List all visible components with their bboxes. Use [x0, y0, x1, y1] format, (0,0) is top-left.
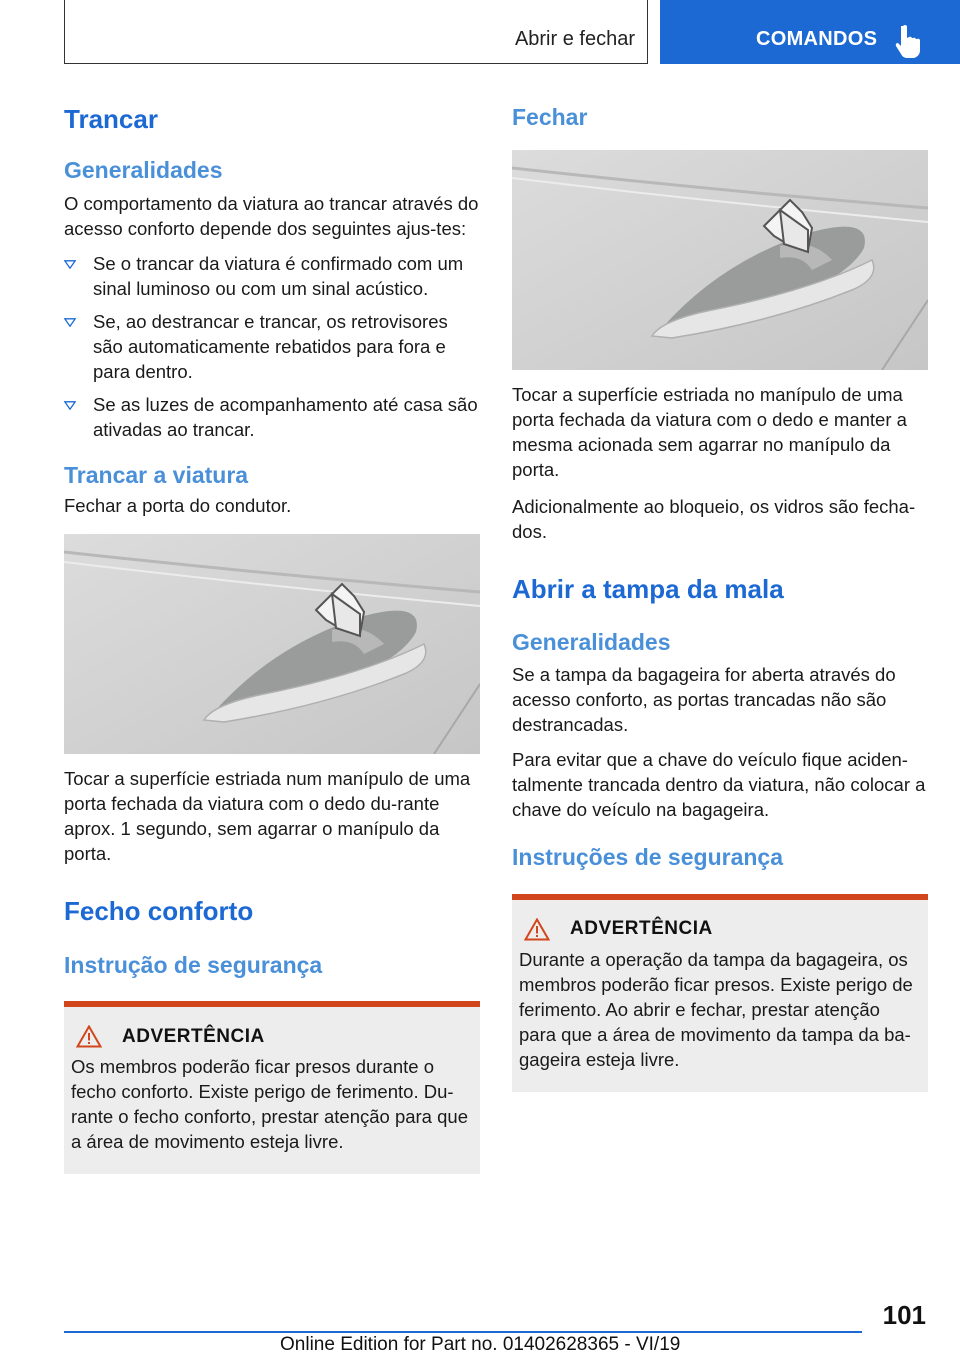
intro-paragraph: O comportamento da viatura ao trancar através do acesso conforto depende dos seguintes ajus-tes:	[64, 192, 479, 239]
triangle-bullet-icon	[64, 318, 76, 327]
heading-instrucoes-seguranca: Instruções de segurança	[512, 844, 783, 871]
close-driver-door-text: Fechar a porta do condutor.	[64, 495, 292, 517]
warning-box	[512, 894, 928, 1092]
heading-instrucao-seguranca: Instrução de segurança	[64, 951, 323, 978]
heading-fecho-conforto: Fecho conforto	[64, 896, 254, 927]
windows-close-text: Adicionalmente ao bloqueio, os vidros são fecha-dos.	[512, 495, 916, 542]
right-caption: Tocar a superfície estriada no manípulo de uma porta fechada da viatura com o dedo e manter a mesma acionada sem agarrar no manípulo da porta.	[512, 383, 907, 480]
list-item-text: Se as luzes de acompanhamento até casa são ativadas ao trancar.	[93, 393, 478, 440]
door-handle-photo	[512, 150, 928, 370]
heading-trancar: Trancar	[64, 104, 158, 134]
warning-text: Os membros poderão ficar presos durante o fecho conforto. Existe perigo de ferimento. Du-rante o fecho conforto, prestar atenção para que a área de movimento esteja livre.	[71, 1056, 468, 1153]
warning-box	[64, 1001, 480, 1174]
heading-abrir-tampa-mala: Abrir a tampa da mala	[512, 573, 784, 604]
right-column	[512, 96, 928, 1092]
trunk-paragraph-1: Se a tampa da bagageira for aberta através do acesso conforto, as portas trancadas não são destrancadas.	[512, 664, 896, 736]
pointing-hand-icon	[894, 24, 924, 58]
left-caption: Tocar a superfície estriada num manípulo de uma porta fechada da viatura com o dedo du-rante aprox. 1 segundo, sem agarrar o manípulo da porta.	[64, 768, 471, 865]
list-item	[64, 309, 480, 384]
warning-header	[76, 1025, 473, 1048]
list-item-text: Se o trancar da viatura é confirmado com um sinal luminoso ou com um sinal acústico.	[93, 252, 464, 299]
header-section-box	[64, 0, 648, 64]
warning-title: ADVERTÊNCIA	[122, 1025, 265, 1047]
warning-triangle-icon	[524, 918, 550, 941]
heading-fechar: Fechar	[512, 104, 588, 130]
footer-divider	[64, 1331, 862, 1333]
door-handle-photo	[64, 534, 480, 754]
warning-title: ADVERTÊNCIA	[570, 918, 713, 940]
trunk-paragraph-2: Para evitar que a chave do veículo fique aciden-talmente trancada dentro da viatura, não colocar a chave do veículo na bagageira.	[512, 749, 926, 821]
triangle-bullet-icon	[64, 401, 76, 410]
warning-text: Durante a operação da tampa da bagageira, os membros poderão ficar presos. Existe perigo de ferimento. Ao abrir e fechar, prestar atenção para que a área de movimento da tampa da ba-gageira esteja livre.	[519, 948, 913, 1070]
header-section-title: Abrir e fechar	[514, 28, 635, 50]
settings-list	[64, 251, 480, 442]
list-item	[64, 392, 480, 442]
triangle-bullet-icon	[64, 260, 76, 269]
list-item-text: Se, ao destrancar e trancar, os retrovisores são automaticamente rebatidos para fora e para dentro.	[93, 310, 448, 382]
header-chapter-title: COMANDOS	[756, 28, 878, 50]
heading-generalidades-mala: Generalidades	[512, 628, 671, 655]
warning-triangle-icon	[76, 1025, 102, 1048]
heading-generalidades: Generalidades	[64, 157, 223, 184]
page-number: 101	[882, 1300, 926, 1330]
list-item	[64, 251, 480, 301]
footer-edition: Online Edition for Part no. 01402628365 - VI/19	[280, 1334, 681, 1355]
heading-trancar-viatura: Trancar a viatura	[64, 461, 249, 488]
left-column	[64, 96, 480, 1174]
warning-header	[524, 918, 921, 941]
header-chapter-tab	[660, 0, 960, 64]
